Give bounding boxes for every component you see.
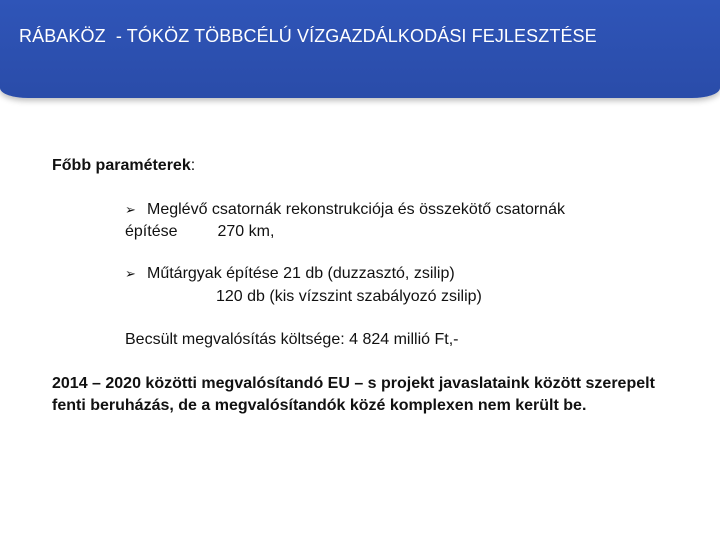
bullet-canals-label: építése <box>125 223 178 240</box>
arrow-bullet-icon: ➢ <box>125 267 136 282</box>
estimated-cost: Becsült megvalósítás költsége: 4 824 millió Ft,- <box>125 331 459 348</box>
bullet-item-canals-continued <box>125 221 274 243</box>
bullet-item-canals <box>125 199 565 222</box>
bullet-canals-text: Meglévő csatornák rekonstrukciója és összekötő csatornák <box>147 201 565 218</box>
header-banner <box>0 0 720 98</box>
bullet-canals-value: 270 km, <box>217 223 275 240</box>
bullet-structures-text: Műtárgyak építése 21 db (duzzasztó, zsilip) <box>147 265 455 282</box>
bullet-item-structures <box>125 263 455 286</box>
summary-paragraph: 2014 – 2020 közötti megvalósítandó EU – s projekt javaslataink között szerepelt fenti beruházás, de a megvalósítandók közé komplexen nem került be. <box>52 375 655 414</box>
arrow-bullet-icon: ➢ <box>125 203 136 218</box>
section-title-colon: : <box>190 157 196 174</box>
page-title: RÁBAKÖZ - TÓKÖZ TÖBBCÉLÚ VÍZGAZDÁLKODÁSI FEJLESZTÉSE <box>19 26 597 46</box>
bullet-item-structures-continued: 120 db (kis vízszint szabályozó zsilip) <box>216 288 482 305</box>
section-title-bold: Főbb paraméterek <box>52 157 191 174</box>
section-title <box>52 155 195 177</box>
